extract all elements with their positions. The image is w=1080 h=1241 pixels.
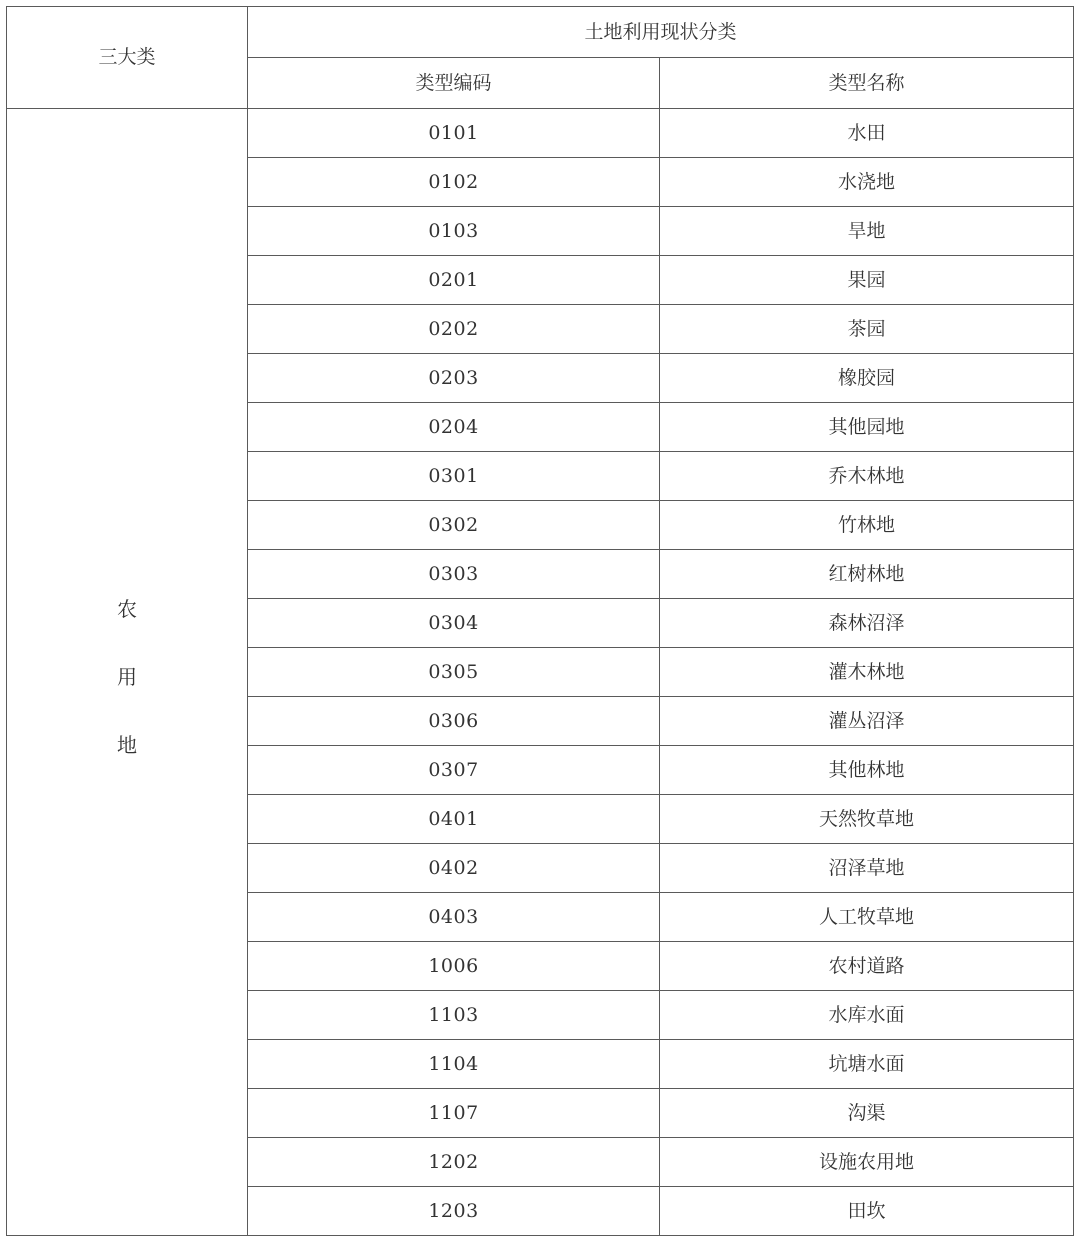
type-code-cell: 0103 xyxy=(248,207,660,256)
header-name: 类型名称 xyxy=(660,58,1074,109)
table-row xyxy=(7,109,1074,158)
type-name-cell: 设施农用地 xyxy=(660,1138,1074,1187)
type-code-cell: 0302 xyxy=(248,501,660,550)
type-code-cell: 0403 xyxy=(248,893,660,942)
category-char: 地 xyxy=(117,733,137,757)
type-name-cell: 茶园 xyxy=(660,305,1074,354)
type-name-cell: 旱地 xyxy=(660,207,1074,256)
header-row-1 xyxy=(7,7,1074,58)
type-name-cell: 沼泽草地 xyxy=(660,844,1074,893)
category-label xyxy=(7,599,247,755)
type-code-cell: 0303 xyxy=(248,550,660,599)
type-name-cell: 果园 xyxy=(660,256,1074,305)
type-code-cell: 0305 xyxy=(248,648,660,697)
type-name-cell: 农村道路 xyxy=(660,942,1074,991)
category-char: 农 xyxy=(117,597,137,621)
type-code-cell: 0306 xyxy=(248,697,660,746)
type-code-cell: 1103 xyxy=(248,991,660,1040)
type-name-cell: 其他园地 xyxy=(660,403,1074,452)
header-group-title: 土地利用现状分类 xyxy=(248,7,1074,58)
type-name-cell: 水浇地 xyxy=(660,158,1074,207)
type-code-cell: 0301 xyxy=(248,452,660,501)
type-code-cell: 0204 xyxy=(248,403,660,452)
type-name-cell: 田坎 xyxy=(660,1187,1074,1236)
type-code-cell: 0304 xyxy=(248,599,660,648)
type-code-cell: 1202 xyxy=(248,1138,660,1187)
type-code-cell: 1006 xyxy=(248,942,660,991)
type-code-cell: 0402 xyxy=(248,844,660,893)
header-code: 类型编码 xyxy=(248,58,660,109)
land-use-classification-table xyxy=(6,6,1074,1236)
type-name-cell: 灌丛沼泽 xyxy=(660,697,1074,746)
type-code-cell: 0203 xyxy=(248,354,660,403)
type-name-cell: 天然牧草地 xyxy=(660,795,1074,844)
type-code-cell: 1203 xyxy=(248,1187,660,1236)
type-code-cell: 0202 xyxy=(248,305,660,354)
type-code-cell: 1104 xyxy=(248,1040,660,1089)
type-code-cell: 0307 xyxy=(248,746,660,795)
type-name-cell: 灌木林地 xyxy=(660,648,1074,697)
type-code-cell: 1107 xyxy=(248,1089,660,1138)
type-name-cell: 橡胶园 xyxy=(660,354,1074,403)
type-code-cell: 0102 xyxy=(248,158,660,207)
type-name-cell: 水田 xyxy=(660,109,1074,158)
type-name-cell: 乔木林地 xyxy=(660,452,1074,501)
type-name-cell: 竹林地 xyxy=(660,501,1074,550)
type-name-cell: 其他林地 xyxy=(660,746,1074,795)
type-name-cell: 水库水面 xyxy=(660,991,1074,1040)
header-category: 三大类 xyxy=(7,7,248,109)
table-body xyxy=(7,109,1074,1236)
type-code-cell: 0401 xyxy=(248,795,660,844)
type-code-cell: 0101 xyxy=(248,109,660,158)
type-name-cell: 人工牧草地 xyxy=(660,893,1074,942)
type-name-cell: 红树林地 xyxy=(660,550,1074,599)
category-char: 用 xyxy=(117,665,137,689)
category-cell xyxy=(7,109,248,1236)
type-name-cell: 沟渠 xyxy=(660,1089,1074,1138)
type-name-cell: 坑塘水面 xyxy=(660,1040,1074,1089)
type-code-cell: 0201 xyxy=(248,256,660,305)
type-name-cell: 森林沼泽 xyxy=(660,599,1074,648)
